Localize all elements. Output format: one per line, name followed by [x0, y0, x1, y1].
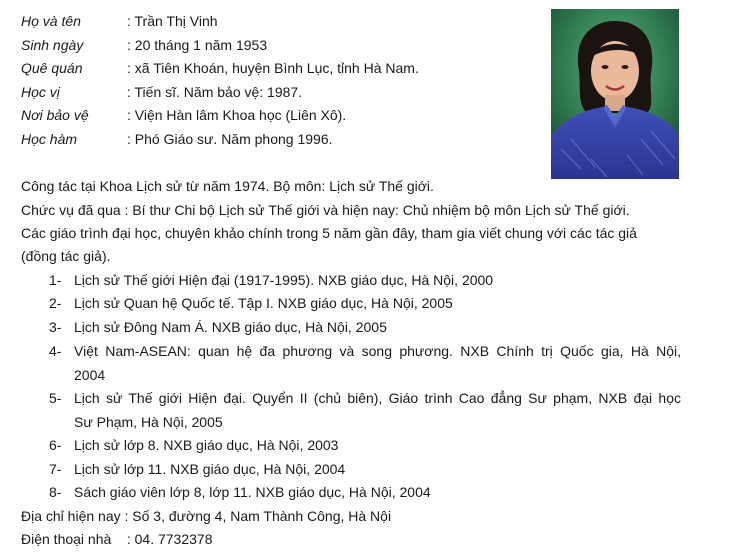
info-value: : Viện Hàn lâm Khoa học (Liên Xô).: [127, 107, 347, 123]
textbooks-intro-continued: (đồng tác giả).: [21, 248, 111, 264]
publication-line: Lịch sử Thế giới Hiện đại. Quyển II (chủ biên), Giáo trình Cao đẳng Sư phạm, NXB đại học: [74, 390, 681, 406]
phone-line: Điện thoại nhà : 04. 7732378: [21, 531, 213, 547]
textbooks-intro: Các giáo trình đại học, chuyên khảo chính trong 5 năm gần đây, tham gia viết chung với các tác giả: [21, 225, 637, 241]
info-value: : 20 tháng 1 năm 1953: [127, 37, 268, 53]
info-label: Học hàm: [21, 131, 78, 147]
publication-number: 6-: [49, 437, 62, 453]
publication-text: Lịch sử Quan hệ Quốc tế. Tập I. NXB giáo dục, Hà Nội, 2005: [74, 295, 453, 311]
publication-number: 8-: [49, 484, 62, 500]
publication-line: 2004: [74, 366, 106, 383]
publication-number: 7-: [49, 461, 62, 477]
info-value: : xã Tiên Khoán, huyện Bình Lục, tỉnh Hà Nam.: [127, 60, 419, 76]
publication-number: 2-: [49, 295, 62, 311]
address-line: Địa chỉ hiện nay : Số 3, đường 4, Nam Thành Công, Hà Nội: [21, 508, 392, 524]
info-label: Sinh ngày: [21, 37, 84, 53]
publication-text: Lịch sử lớp 11. NXB giáo dục, Hà Nội, 2004: [74, 461, 346, 477]
publication-text: Sách giáo viên lớp 8, lớp 11. NXB giáo dục, Hà Nội, 2004: [74, 484, 431, 500]
info-label: Quê quán: [21, 60, 83, 76]
publication-number: 1-: [49, 272, 62, 288]
publication-line: Việt Nam-ASEAN: quan hệ đa phương và song phương. NXB Chính trị Quốc gia, Hà Nội,: [74, 343, 681, 359]
publication-line: Sư Phạm, Hà Nội, 2005: [74, 413, 223, 430]
info-value: : Trần Thị Vinh: [127, 13, 218, 29]
info-label: Họ và tên: [21, 13, 81, 29]
info-label: Nơi bảo vệ: [21, 107, 89, 123]
publication-text: [74, 387, 681, 434]
portrait-photo: [551, 9, 679, 179]
info-value: : Tiến sĩ. Năm bảo vệ: 1987.: [127, 84, 303, 100]
publication-text: [74, 340, 681, 387]
info-value: : Phó Giáo sư. Năm phong 1996.: [127, 131, 333, 147]
publication-number: 4-: [49, 343, 62, 359]
publication-text: Lịch sử Thế giới Hiện đại (1917-1995). NXB giáo dục, Hà Nội, 2000: [74, 272, 494, 288]
positions-paragraph: Chức vụ đã qua : Bí thư Chi bộ Lịch sử Thế giới và hiện nay: Chủ nhiệm bộ môn Lịch sử Thế giới.: [21, 202, 630, 218]
publication-text: Lịch sử lớp 8. NXB giáo dục, Hà Nội, 2003: [74, 437, 339, 453]
publication-text: Lịch sử Đông Nam Á. NXB giáo dục, Hà Nội, 2005: [74, 319, 387, 335]
work-paragraph: Công tác tại Khoa Lịch sử từ năm 1974. Bộ môn: Lịch sử Thế giới.: [21, 178, 434, 194]
publication-number: 3-: [49, 319, 62, 335]
publication-number: 5-: [49, 390, 62, 406]
info-label: Học vị: [21, 84, 60, 100]
